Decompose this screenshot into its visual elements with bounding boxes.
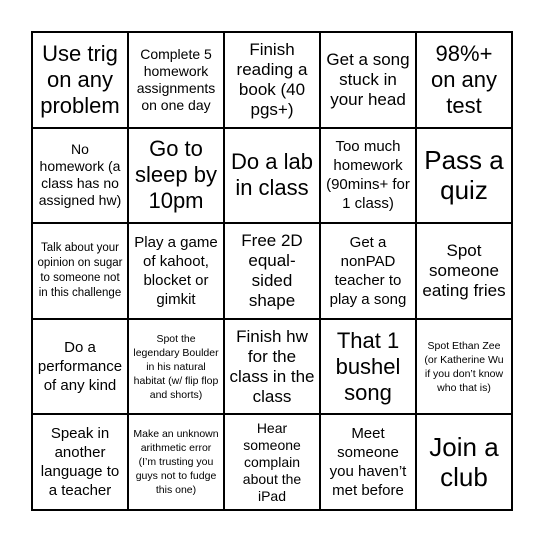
cell-text: Spot Ethan Zee (or Katherine Wu if you don’t know who that is) [424, 339, 504, 394]
cell-text: Do a performance of any kind [37, 339, 123, 395]
bingo-cell[interactable] [320, 414, 416, 510]
cell-text: Finish reading a book (40 pgs+) [236, 39, 308, 119]
cell-text: Do a lab in class [231, 149, 313, 201]
bingo-cell[interactable] [32, 223, 128, 319]
bingo-cell[interactable] [320, 223, 416, 319]
bingo-cell[interactable] [224, 223, 320, 319]
bingo-cell[interactable] [128, 128, 224, 224]
bingo-cell[interactable] [224, 414, 320, 510]
bingo-cell[interactable] [320, 128, 416, 224]
bingo-cell[interactable] [320, 32, 416, 128]
cell-text: Free 2D equal-sided shape [241, 230, 303, 310]
cell-text: Go to sleep by 10pm [135, 136, 217, 214]
bingo-cell[interactable] [416, 128, 512, 224]
bingo-cell[interactable] [224, 32, 320, 128]
cell-text: Join a club [429, 432, 499, 493]
bingo-cell[interactable] [224, 319, 320, 415]
cell-text: Finish hw for the class in the class [229, 326, 315, 406]
bingo-cell[interactable] [320, 319, 416, 415]
cell-text: Complete 5 homework assignments on one day [136, 45, 216, 113]
bingo-cell[interactable] [128, 32, 224, 128]
cell-text: Play a game of kahoot, blocket or gimkit [134, 233, 218, 308]
bingo-cell[interactable] [32, 319, 128, 415]
cell-text: Use trig on any problem [40, 40, 120, 118]
bingo-cell[interactable] [32, 414, 128, 510]
bingo-cell[interactable] [128, 414, 224, 510]
cell-text: No homework (a class has no assigned hw) [38, 141, 122, 209]
cell-text: 98%+ on any test [430, 40, 498, 118]
cell-text: Hear someone complain about the iPad [242, 419, 302, 504]
bingo-cell[interactable] [416, 319, 512, 415]
cell-text: Get a nonPAD teacher to play a song [329, 233, 407, 308]
bingo-cell[interactable] [416, 32, 512, 128]
bingo-cell[interactable] [32, 128, 128, 224]
bingo-cell[interactable] [416, 414, 512, 510]
cell-text: Talk about your opinion on sugar to someone not in this challenge [37, 241, 123, 299]
cell-text: Speak in another language to a teacher [40, 425, 120, 500]
cell-text: Too much homework (90mins+ for 1 class) [326, 138, 410, 213]
bingo-cell[interactable] [128, 319, 224, 415]
bingo-cell[interactable] [32, 32, 128, 128]
bingo-cell[interactable] [128, 223, 224, 319]
bingo-cell[interactable] [416, 223, 512, 319]
cell-text: Get a song stuck in your head [326, 49, 410, 109]
cell-text: Pass a quiz [424, 145, 504, 206]
cell-text: Spot the legendary Boulder in his natural habitat (w/ flip flop and shorts) [133, 332, 219, 401]
cell-text: That 1 bushel song [335, 327, 401, 405]
bingo-board [31, 31, 513, 511]
cell-text: Meet someone you haven’t met before [329, 425, 407, 500]
bingo-cell[interactable] [224, 128, 320, 224]
cell-text: Spot someone eating fries [422, 240, 506, 300]
cell-text: Make an unknown arithmetic error (I’m trusting you guys not to fudge this one) [133, 428, 219, 497]
